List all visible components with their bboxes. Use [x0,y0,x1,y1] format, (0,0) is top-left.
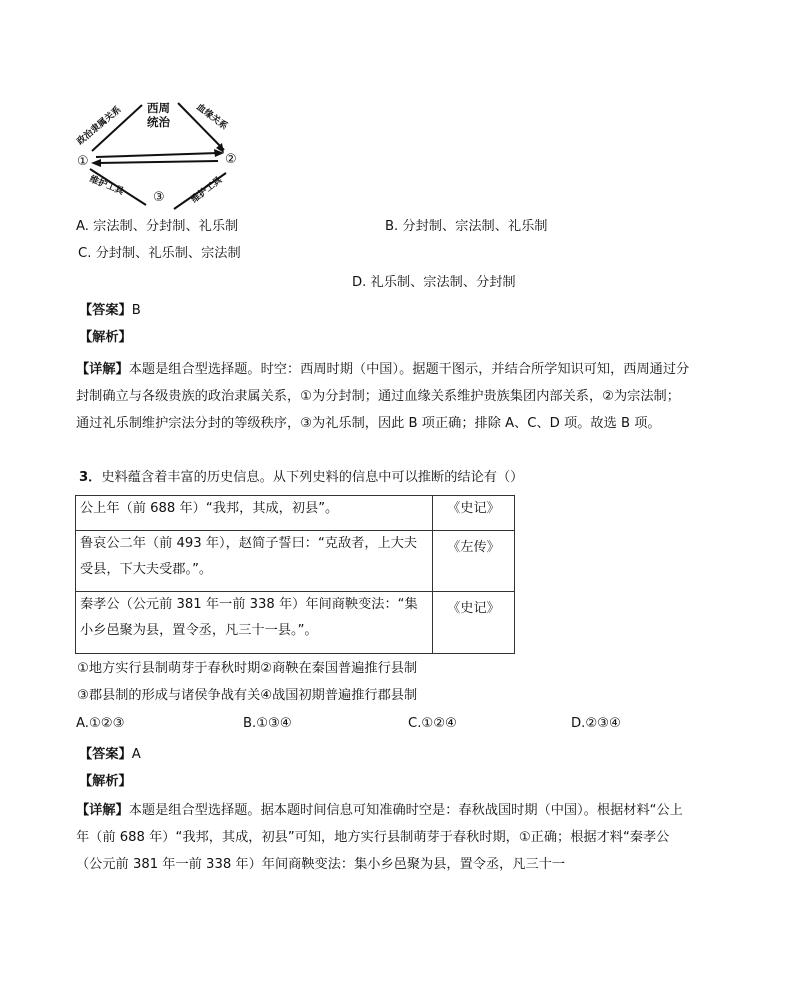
table-cell-text: 秦孝公（公元前 381 年一前 338 年）年间商鞅变法：“集小乡邑聚为县，置令丞，凡三十一县。”。 [76,592,433,654]
table-row [76,592,515,654]
q3-number: 3． [79,470,102,485]
table-cell-text: 鲁哀公二年（前 493 年），赵简子誓曰：“克敌者，上大夫受县，下大夫受郡。”。 [76,531,433,592]
source-table [75,495,515,654]
q3-answer-tag: 【答案】 [79,747,132,762]
q2-option-d: D. 礼乐制、宗法制、分封制 [352,275,516,290]
q2-option-b: B. 分封制、宗法制、礼乐制 [385,219,548,234]
table-cell-book: 《史记》 [433,496,515,531]
node-3: ③ [153,190,165,205]
q3-stem-text: 史料蕴含着丰富的历史信息。从下列史料的信息中可以推断的结论有（） [101,470,524,485]
q2-detail-text: 本题是组合型选择题。时空：西周时期（中国）。据题干图示，并结合所学知识可知，西周通过分封制确立与各级贵族的政治隶属关系，①为分封制；通过血缘关系维护贵族集团内部关系，②为宗法制；通过礼乐制维护宗法分封的等级秩序，③为礼乐制，因此 B 项正确；排除 A、C、D 项。故选 B 项。 [76,362,690,431]
node-1: ① [77,154,89,169]
q2-analysis-tag: 【解析】 [79,330,132,345]
right-bottom-label: 维护工具 [189,175,225,206]
q3-option-c: C.①②④ [408,716,457,731]
western-zhou-diagram [74,95,244,213]
q3-statement-1: ①地方实行县制萌芽于春秋时期②商鞅在秦国普遍推行县制 [77,661,418,676]
node-2: ② [225,152,237,167]
q2-answer-value: B [131,303,141,318]
arrow-2-to-1 [98,161,218,163]
left-bottom-label: 维护工具 [87,174,126,198]
q3-statement-2: ③郡县制的形成与诸侯争战有关④战国初期普遍推行郡县制 [77,688,418,703]
q3-detail [76,797,692,878]
q3-stem [79,468,523,488]
center-label-2: 统治 [147,115,170,129]
center-label-1: 西周 [147,101,170,115]
q3-answer-value: A [131,747,141,762]
q2-option-a: A. 宗法制、分封制、礼乐制 [76,219,239,234]
table-row [76,496,515,531]
left-top-label: 政治隶属关系 [75,104,124,148]
q3-answer [79,745,141,765]
q3-detail-text: 本题是组合型选择题。据本题时间信息可知准确时空是：春秋战国时期（中国）。根据材料“公上年（前 688 年）“我邦，其成，初县”可知，地方实行县制萌芽于春秋时期，①正确；根据才料“秦孝公（公元前 381 年一前 338 年）年间商鞅变法：集小乡邑聚为县，置令丞，凡三十一 [76,803,683,872]
lower-right-line [174,173,226,209]
right-top-label: 血缘关系 [194,102,229,133]
arrowhead-to-1 [91,159,101,167]
table-cell-book: 《史记》 [433,592,515,654]
arrow-1-to-2 [96,153,218,157]
q2-option-c: C. 分封制、礼乐制、宗法制 [78,246,241,261]
q2-answer-tag: 【答案】 [79,303,132,318]
q3-option-a: A.①②③ [76,716,125,731]
q2-detail [76,356,692,437]
table-cell-book: 《左传》 [433,531,515,592]
table-row [76,531,515,592]
center-label-group [147,101,170,129]
table-cell-text: 公上年（前 688 年）“我邦，其成，初县”。 [76,496,433,531]
q3-option-b: B.①③④ [243,716,292,731]
q2-answer [79,301,141,321]
q3-option-d: D.②③④ [571,716,621,731]
q3-analysis-tag: 【解析】 [79,774,132,789]
q2-detail-tag: 【详解】 [76,362,129,377]
q3-detail-tag: 【详解】 [76,803,129,818]
